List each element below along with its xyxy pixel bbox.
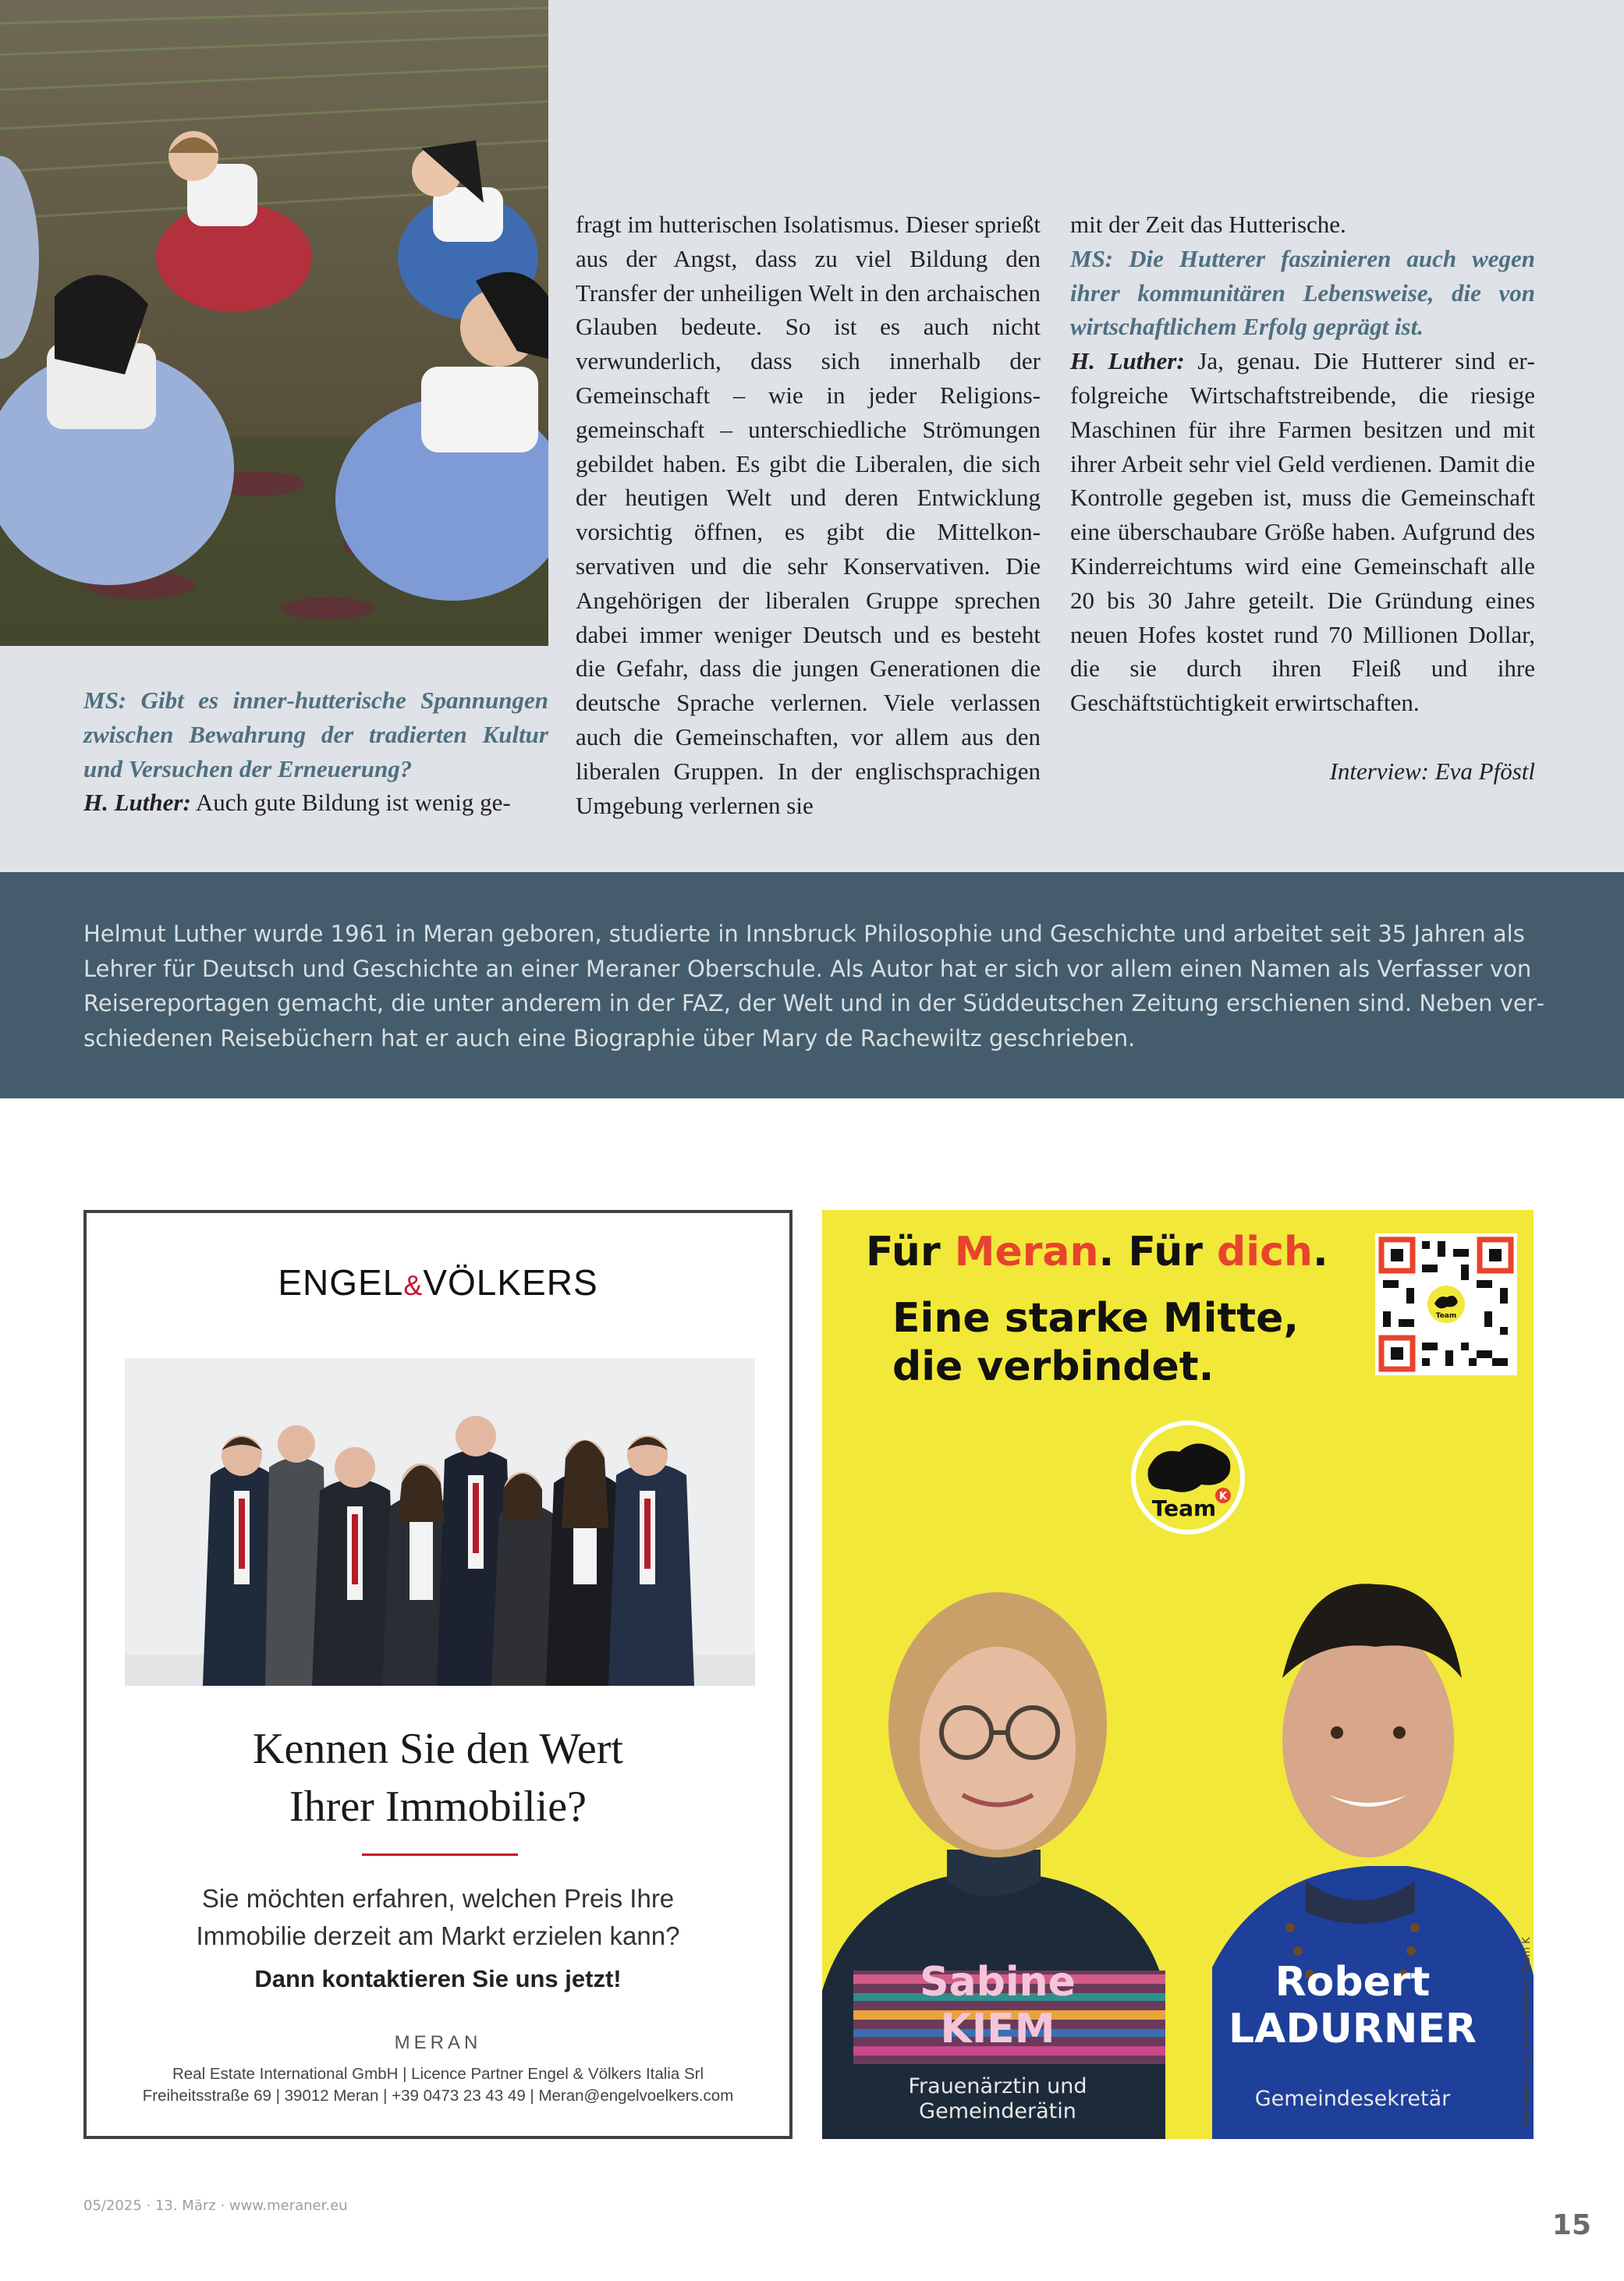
headline-line-1: Kennen Sie den Wert [253, 1725, 623, 1773]
company-line: Real Estate International GmbH | Licence Partner Engel & Völkers Italia Srl [172, 2065, 704, 2083]
team-k-logo-graphic [1131, 1421, 1245, 1538]
article-column-1 [83, 683, 548, 820]
team-k-logo [1131, 1421, 1245, 1538]
candidate-2-first-name: Robert [1275, 1959, 1431, 2006]
logo-text-right: VÖLKERS [423, 1262, 598, 1303]
qr-label: Team [1435, 1312, 1457, 1320]
question-text: MS: Gibt es inner-hutterische Spannungen zwischen Bewahrung der tradierten Kultur und Versuchen der Erneuerung? [83, 686, 548, 782]
ad-headline [87, 1720, 789, 1836]
ad-contact-info [87, 2063, 789, 2107]
team-group-photo [125, 1358, 755, 1686]
candidate-1-role-line-2: Gemeinderätin [919, 2099, 1076, 2123]
ad-disclaimer: Wahlwerbung | Auftraggeber: Team K [1521, 1937, 1533, 2127]
engel-voelkers-logo [87, 1261, 789, 1304]
candidate-2-name [1189, 1959, 1516, 2052]
candidate-2-last-name: LADURNER [1229, 2006, 1477, 2052]
candidate-1-role [830, 2074, 1165, 2124]
candidate-1-last-name: KIEM [940, 2006, 1055, 2052]
speaker-label: H. Luther: [83, 789, 191, 817]
answer-text: fragt im hutterischen Isolatismus. Dieser sprießt aus der Angst, dass zu viel Bildung den Transfer der unheiligen Welt in den archaischen Glauben bedeute. So ist es auch nicht verwunderlich, dass sich innerhalb der Gemeinschaft – wie in jeder Religionsgemeinschaft – unterschiedliche Strömungen gebildet haben. Es gibt die Liberalen, die sich der heutigen Welt und deren Entwicklung vorsichtig öffnen, es gibt die Mittelkonservativen und die sehr Konservativen. Die Angehörigen der liberalen Gruppe sprechen dabei immer weniger Deutsch und es besteht die Gefahr, dass die jungen Generationen die deutsche Sprache verlernen. Viele verlassen auch die Gemeinschaften, vor allem aus den liberalen Gruppen. In der englischsprachigen Umgebung verlernen sie [576, 211, 1041, 819]
question-text: MS: Die Hutterer faszinieren auch wegen ihrer kommunitären Lebensweise, die von wirtschaftlichem Erfolg geprägt ist. [1070, 244, 1535, 341]
address-contact-line: Freiheitsstraße 69 | 39012 Meran | +39 0473 23 43 49 | Meran@engelvoelkers.com [142, 2087, 734, 2105]
qr-code-graphic [1375, 1233, 1517, 1375]
body-line-1: Sie möchten erfahren, welchen Preis Ihre [201, 1884, 675, 1913]
article-section [0, 0, 1624, 872]
interview-answer [1070, 344, 1535, 720]
speaker-label: H. Luther: [1070, 347, 1185, 375]
answer-text: Auch gute Bildung ist wenig ge- [195, 789, 511, 817]
ad-city-label: MERAN [394, 2032, 482, 2053]
red-divider [362, 1854, 518, 1856]
slogan-line-1: Eine starke Mitte, [892, 1295, 1300, 1342]
interview-answer [83, 786, 548, 820]
slogan-part: Für [866, 1229, 955, 1275]
logo-team-text: Team [1151, 1495, 1217, 1521]
candidate-1-role-line-1: Frauenärztin und [908, 2074, 1087, 2098]
slogan-part: . [1312, 1229, 1328, 1275]
candidate-2-role: Gemeindesekretär [1254, 2087, 1451, 2111]
author-bio-text: Helmut Luther wurde 1961 in Meran geboren, studierte in Innsbruck Philosophie und Geschichte und arbeitet seit 35 Jahren als Lehrer für Deutsch und Geschichte an einer Meraner Oberschule. Als Autor hat er sich vor allem einen Namen als Verfasser von Reisereportagen gemacht, die unter anderem in der FAZ, der Welt und in der Süddeutschen Zeitung erschienen sind. Neben verschiedenen Reisebüchern hat er auch eine Biographie über Mary de Rachewiltz geschrieben. [83, 921, 1545, 1052]
slogan-line-2: die verbindet. [892, 1343, 1214, 1390]
logo-text-left: ENGEL [278, 1262, 404, 1303]
team-k-election-ad[interactable] [822, 1210, 1534, 2139]
interview-question [1070, 242, 1535, 344]
slogan-highlight: Meran [954, 1229, 1099, 1275]
headline-line-2: Ihrer Immobilie? [289, 1783, 587, 1831]
ad-call-to-action: Dann kontaktieren Sie uns jetzt! [254, 1965, 622, 1992]
logo-badge: K [1218, 1491, 1228, 1502]
page-number: 15 [1551, 2209, 1591, 2241]
engel-voelkers-ad[interactable] [83, 1210, 792, 2139]
logo-ampersand: & [403, 1269, 424, 1301]
answer-text: Ja, genau. Die Hutterer sind erfolgreiche Wirtschaftstreibende, die riesige Maschinen für ihre Farmen besitzen und mit ihrer Arbeit sehr viel Geld verdienen. Damit die Kontrolle gegeben ist, muss die Gemeinschaft eine überschaubare Größe haben. Aufgrund des Kinderreichtums wird eine Gemeinschaft alle 20 bis 30 Jahre geteilt. Die Gründung eines neuen Hofes kostet rund 70 Millionen Dollar, die sie durch ihren Fleiß und ihre Geschäftstüchtigkeit erwirtschaften. [1070, 347, 1535, 717]
interview-question [83, 683, 548, 786]
team-ad-slogan-2 [892, 1294, 1299, 1391]
body-line-2: Immobilie derzeit am Markt erzielen kann? [196, 1921, 680, 1950]
team-ad-slogan-1 [866, 1229, 1328, 1275]
group-photo-graphic [125, 1358, 755, 1686]
slogan-part: . Für [1098, 1229, 1218, 1275]
interview-byline: Interview: Eva Pföstl [1329, 757, 1535, 785]
slogan-highlight: dich [1217, 1229, 1313, 1275]
page-footer: 05/2025 · 13. März · www.meraner.eu [83, 2198, 348, 2214]
qr-code[interactable] [1375, 1233, 1517, 1375]
candidate-1-name [830, 1959, 1165, 2052]
photo-harvest-field [0, 0, 548, 646]
article-column-3 [1070, 208, 1535, 789]
photo-graphic [0, 0, 548, 646]
article-column-2 [576, 208, 1041, 822]
ad-body-text [87, 1880, 789, 1955]
answer-text: mit der Zeit das Hutterische. [1070, 211, 1346, 238]
candidate-1-first-name: Sabine [920, 1959, 1076, 2006]
author-bio-box [0, 872, 1624, 1098]
